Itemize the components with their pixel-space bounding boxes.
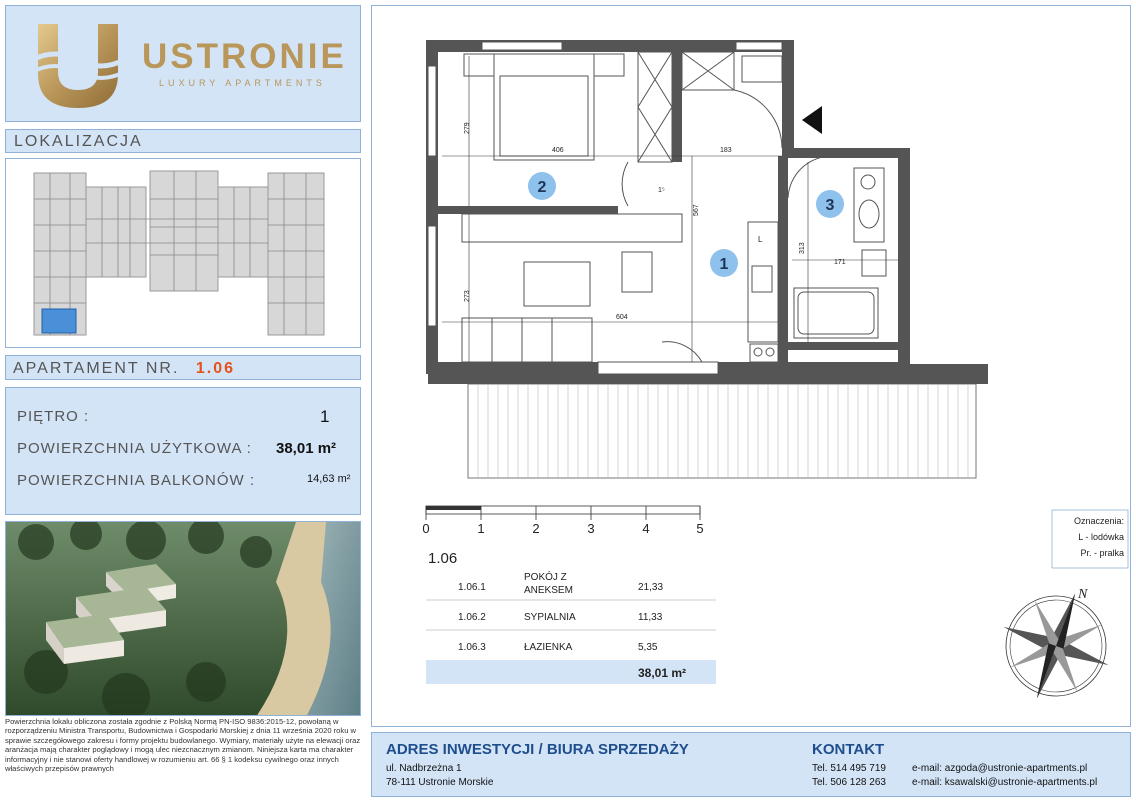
- scale-5: 5: [696, 521, 704, 536]
- localization-map: [5, 158, 361, 348]
- phone-2[interactable]: Tel. 506 128 263: [812, 777, 886, 788]
- dim-279: 279: [464, 122, 471, 134]
- fridge-mark: L: [758, 235, 763, 244]
- address-title: ADRES INWESTYCJI / BIURA SPRZEDAŻY: [386, 741, 689, 758]
- apartment-title: [5, 355, 361, 380]
- logo-panel: [5, 5, 361, 122]
- apartment-info-panel: [5, 387, 361, 515]
- row-1-name-line1: POKÓJ Z: [524, 572, 567, 583]
- address-line1: ul. Nadbrzeżna 1: [386, 763, 462, 774]
- usable-area-label: POWIERZCHNIA UŻYTKOWA :: [17, 440, 252, 457]
- usable-area-value: 38,01 m²: [276, 440, 337, 457]
- address-line2: 78-111 Ustronie Morskie: [386, 777, 494, 788]
- row-3-area: 5,35: [638, 642, 658, 653]
- localization-title: LOKALIZACJA: [5, 129, 361, 153]
- scale-3: 3: [587, 521, 595, 536]
- row-1-id: 1.06.1: [458, 582, 486, 593]
- brand-tagline: LUXURY APARTMENTS: [159, 78, 326, 88]
- legend-item-1: L - lodówka: [1078, 532, 1124, 542]
- room-1-number: 1: [719, 256, 729, 273]
- scale-0: 0: [422, 521, 430, 536]
- email-2[interactable]: e-mail: ksawalski@ustronie-apartments.pl: [912, 777, 1098, 788]
- row-3-name: ŁAZIENKA: [524, 642, 573, 653]
- row-1-name-line2: ANEKSEM: [524, 585, 573, 596]
- entrance-arrow-icon: [802, 106, 822, 134]
- scale-2: 2: [532, 521, 540, 536]
- phone-1[interactable]: Tel. 514 495 719: [812, 763, 886, 774]
- brand-name: USTRONIE: [142, 37, 347, 76]
- apartment-number: 1.06: [195, 360, 235, 377]
- dim-273: 273: [464, 290, 471, 302]
- dim-171: 171: [834, 259, 846, 266]
- row-1-area: 21,33: [638, 582, 664, 593]
- scale-1: 1: [477, 521, 485, 536]
- dim-1-5: 1⁵: [658, 187, 665, 194]
- legal-note: Powierzchnia lokalu obliczona została zgodnie z Polską Normą PN-ISO 9836:2015-12, powołaną w rozporządzeniu Ministra Transportu, Budownictwa i Gospodarki Morskiej z dnia 11 września 2020 roku w sprawie szczegółowego zakresu i formy projektu budowlanego. Wymiary, materiały użyte na elewacji oraz aranżacja mają charakter poglądowy i mogą ulec niezcnacznym zmianom. Niniejsza karta ma charakter informacyjny i nie stanowi oferty handlowej w rozumieniu art. 66 § 1 kodeksu cywilnego oraz innych właściwych przepisów prawnych: [5, 717, 361, 774]
- table-total: 38,01 m²: [638, 666, 687, 680]
- row-2-id: 1.06.2: [458, 612, 486, 623]
- room-2-number: 2: [537, 179, 547, 196]
- dim-406: 406: [552, 147, 564, 154]
- floor-label: PIĘTRO :: [17, 408, 90, 425]
- footer: [371, 732, 1131, 797]
- legend-item-2: Pr. - pralka: [1080, 548, 1124, 558]
- building-floor-map: [6, 159, 360, 347]
- dim-313: 313: [799, 242, 806, 254]
- apartment-location-highlight: [42, 309, 76, 333]
- apartment-floor-plan: [372, 6, 1132, 728]
- dim-183: 183: [720, 147, 732, 154]
- row-2-area: 11,33: [638, 612, 663, 623]
- row-2-name: SYPIALNIA: [524, 612, 576, 623]
- scale-bar: [426, 506, 700, 520]
- rooms-table: [426, 550, 716, 684]
- ustronie-logo-icon: [32, 20, 124, 112]
- email-1[interactable]: e-mail: azgoda@ustronie-apartments.pl: [912, 763, 1088, 774]
- legend: [1052, 510, 1128, 568]
- legend-title: Oznaczenia:: [1073, 516, 1124, 526]
- compass-icon: [984, 574, 1128, 718]
- contact-title: KONTAKT: [812, 741, 885, 758]
- floor-value: 1: [320, 407, 330, 426]
- room-3-number: 3: [825, 197, 835, 214]
- balcony: [468, 384, 976, 478]
- row-3-id: 1.06.3: [458, 642, 486, 653]
- floor-plan-panel: [371, 5, 1131, 727]
- balcony-area-value: 14,63 m²: [307, 473, 351, 485]
- scale-4: 4: [642, 521, 650, 536]
- table-apartment-number: 1.06: [428, 550, 458, 567]
- aerial-photo: [5, 521, 361, 716]
- dim-604: 604: [616, 314, 628, 321]
- north-label: N: [1078, 587, 1088, 602]
- dim-567: 567: [693, 204, 700, 216]
- aerial-rendering: [6, 522, 361, 716]
- apartment-title-prefix: APARTAMENT NR.: [13, 360, 180, 377]
- balcony-area-label: POWIERZCHNIA BALKONÓW :: [17, 472, 256, 489]
